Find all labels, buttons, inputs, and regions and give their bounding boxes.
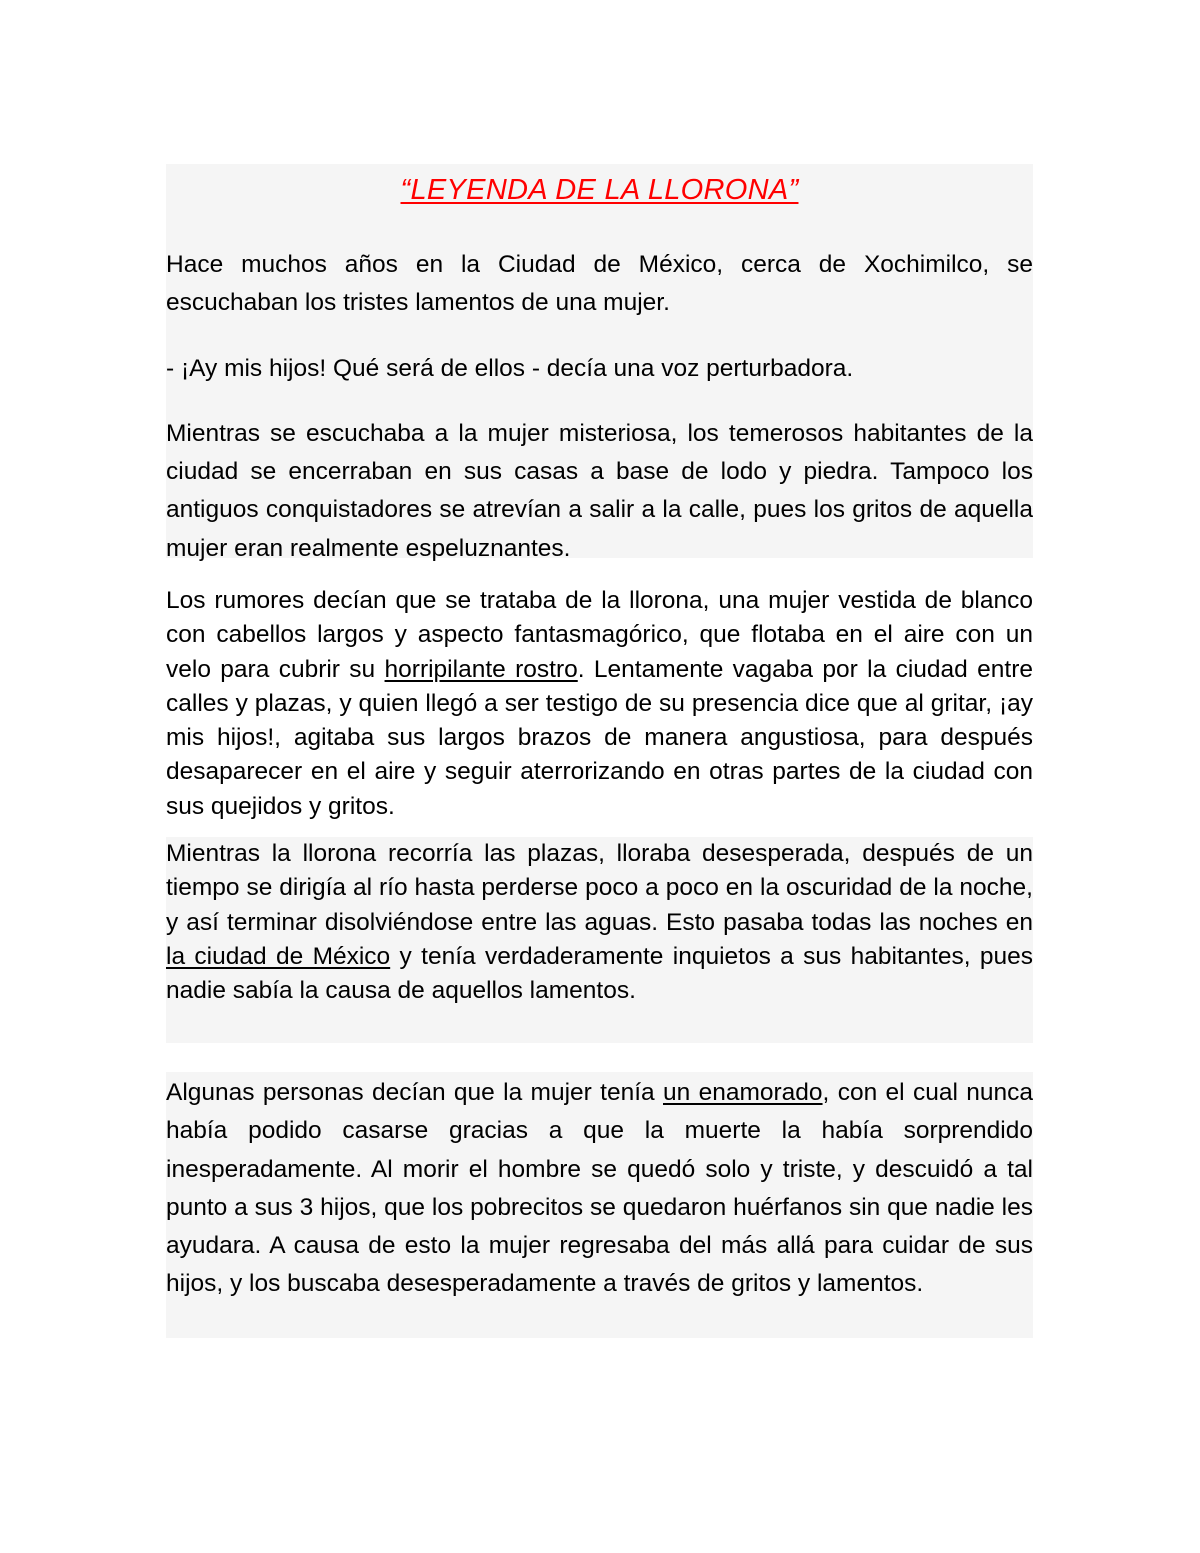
horripilante-rostro-link[interactable]: horripilante rostro [384,655,578,683]
paragraph-4 [166,584,1033,824]
paragraph-6-text-start: Algunas personas decían que la mujer tenía [166,1079,663,1106]
paragraph-1: Hace muchos años en la Ciudad de México, cerca de Xochimilco, se escuchaban los tristes lamentos de una mujer. [166,251,1033,317]
paragraph-6-text-end: , con el cual nunca había podido casarse gracias a que la muerte la había sorprendido inesperadamente. Al morir el hombre se quedó solo y triste, y descuidó a tal punto a sus 3 hijos, que los pobrecitos se quedaron huérfanos sin que nadie les ayudara. A causa de esto la mujer regresaba del más allá para cuidar de sus hijos, y los buscaba desesperadamente a través de gritos y lamentos. [166,1079,1033,1298]
rumors-section [166,584,1033,824]
paragraph-6 [166,1072,1033,1304]
paragraph-5-text-end: y tenía verdaderamente inquietos a sus habitantes, pues nadie sabía la causa de aquellos lamentos. [166,942,1033,1005]
document-title: “LEYENDA DE LA LLORONA” [400,174,799,206]
lover-section [166,1072,1033,1338]
paragraph-5 [166,837,1033,1008]
ciudad-de-mexico-link[interactable]: la ciudad de México [166,942,391,970]
paragraph-2: - ¡Ay mis hijos! Qué será de ellos - decía una voz perturbadora. [166,354,854,382]
paragraph-3: Mientras se escuchaba a la mujer misteriosa, los temerosos habitantes de la ciudad se encerraban en sus casas a base de lodo y piedra. Tampoco los antiguos conquistadores se atrevían a salir a la calle, pues los gritos de aquella mujer eran realmente espeluznantes. [166,419,1033,562]
intro-section [166,164,1033,562]
un-enamorado-link[interactable]: un enamorado [663,1079,823,1106]
paragraph-4-text-start: Los rumores decían que se trataba de la llorona, una mujer vestida de blanco con cabellos largos y aspecto fantasmagórico, que flotaba en el aire con un velo para cubrir su [166,587,1033,683]
paragraph-4-text-end: . Lentamente vagaba por la ciudad entre calles y plazas, y quien llegó a ser testigo de su presencia dice que al gritar, ¡ay mis hijos!, agitaba sus largos brazos de manera angustiosa, para después desaparecer en el aire y seguir aterrorizando en otras partes de la ciudad con sus quejidos y gritos. [166,655,1033,820]
paragraph-5-text-start: Mientras la llorona recorría las plazas, lloraba desesperada, después de un tiempo se dirigía al río hasta perderse poco a poco en la oscuridad de la noche, y así terminar disolviéndose entre las aguas. Esto pasaba todas las noches en [166,840,1033,936]
river-section [166,837,1033,1043]
